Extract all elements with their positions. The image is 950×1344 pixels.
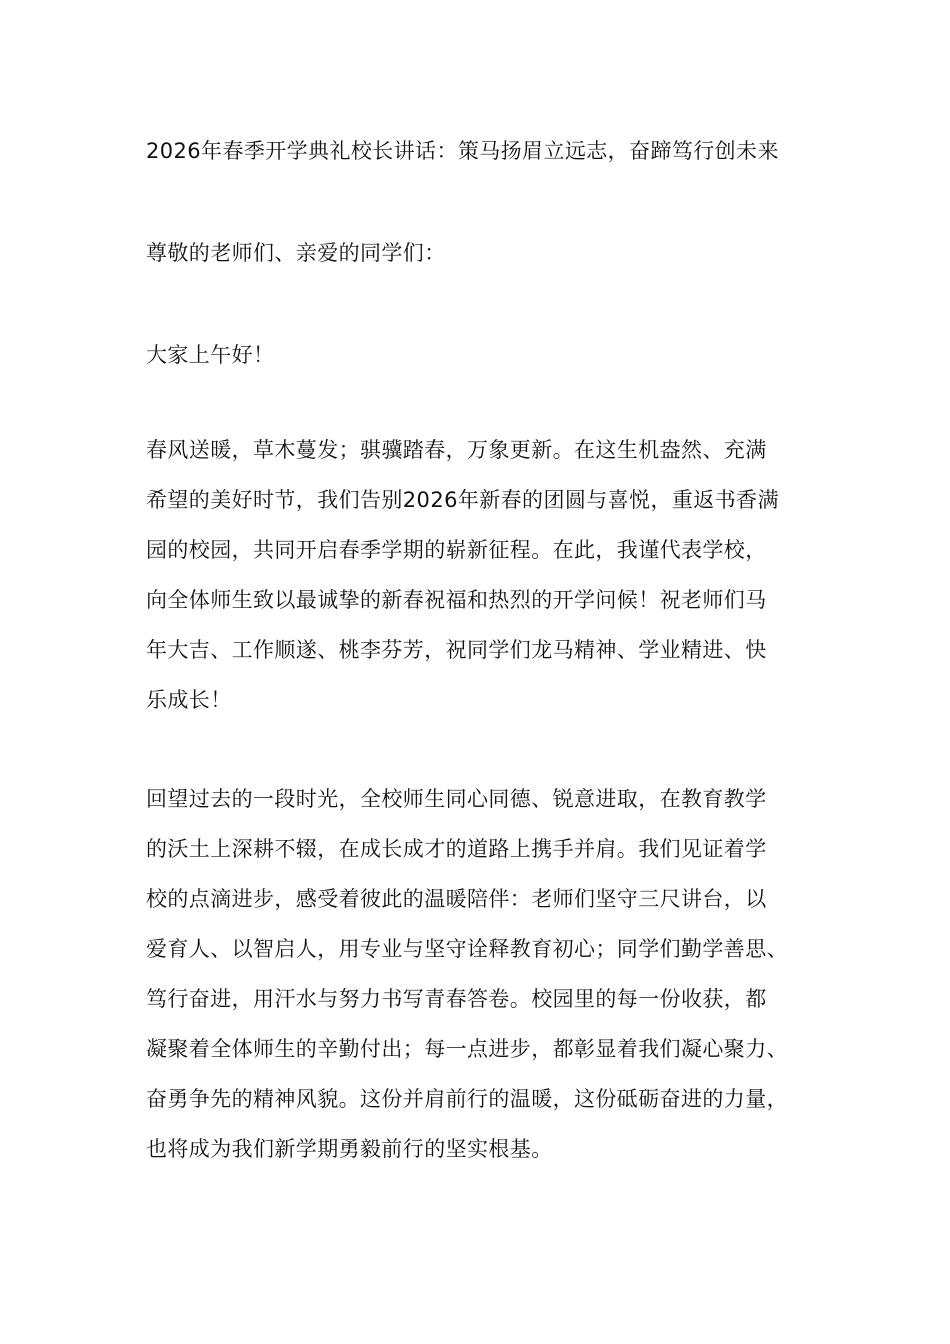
salutation: 尊敬的老师们、亲爱的同学们： <box>146 241 446 265</box>
paragraph-line: 也将成为我们新学期勇毅前行的坚实根基。 <box>146 1137 553 1161</box>
paragraph-line: 校的点滴进步，感受着彼此的温暖陪伴：老师们坚守三尺讲台，以 <box>146 887 767 911</box>
paragraph-line: 笃行奋进，用汗水与努力书写青春答卷。校园里的每一份收获，都 <box>146 987 767 1011</box>
paragraph-line: 春风送暖，草木蔓发；骐骥踏春，万象更新。在这生机盎然、充满 <box>146 438 767 462</box>
paragraph-2 <box>146 774 836 1174</box>
paragraph-1 <box>146 425 836 725</box>
document-title: 2026年春季开学典礼校长讲话：策马扬眉立远志，奋蹄笃行创未来 <box>146 139 779 163</box>
paragraph-line: 奋勇争先的精神风貌。这份并肩前行的温暖，这份砥砺奋进的力量， <box>146 1087 788 1111</box>
paragraph-line: 园的校园，共同开启春季学期的崭新征程。在此，我谨代表学校， <box>146 538 767 562</box>
paragraph-line: 乐成长！ <box>146 688 232 712</box>
paragraph-line: 的沃土上深耕不辍，在成长成才的道路上携手并肩。我们见证着学 <box>146 837 767 861</box>
paragraph-line: 凝聚着全体师生的辛勤付出；每一点进步，都彰显着我们凝心聚力、 <box>146 1037 788 1061</box>
paragraph-line: 年大吉、工作顺遂、桃李芬芳，祝同学们龙马精神、学业精进、快 <box>146 638 767 662</box>
paragraph-line: 爱育人、以智启人，用专业与坚守诠释教育初心；同学们勤学善思、 <box>146 937 788 961</box>
paragraph-line: 向全体师生致以最诚挚的新春祝福和热烈的开学问候！祝老师们马 <box>146 588 767 612</box>
paragraph-line: 希望的美好时节，我们告别2026年新春的团圆与喜悦，重返书香满 <box>146 488 779 512</box>
paragraph-line: 回望过去的一段时光，全校师生同心同德、锐意进取，在教育教学 <box>146 787 767 811</box>
greeting: 大家上午好！ <box>146 343 275 367</box>
